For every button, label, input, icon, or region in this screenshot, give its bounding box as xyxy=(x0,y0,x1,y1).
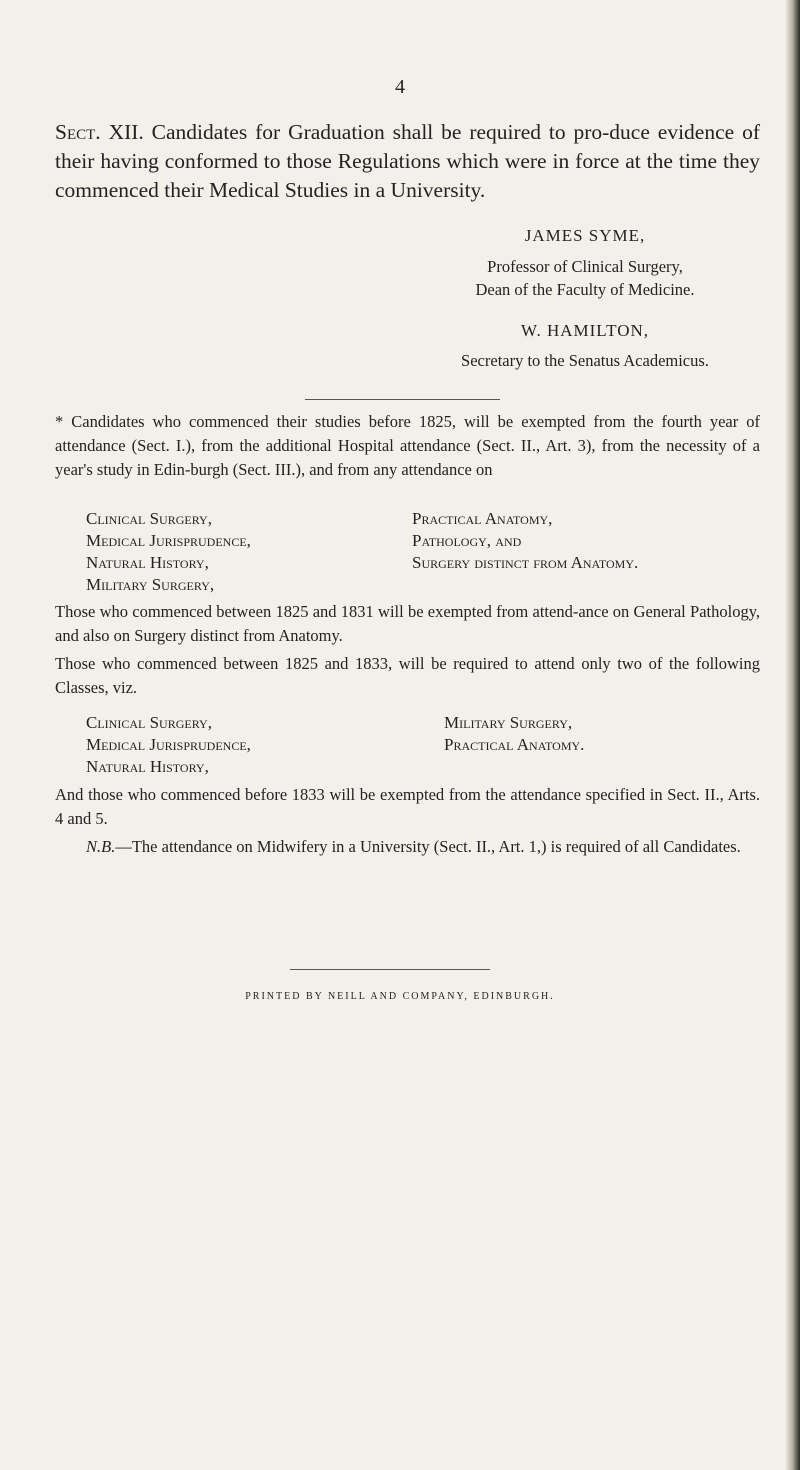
divider-rule xyxy=(305,399,500,400)
page-edge-shadow xyxy=(786,0,800,1470)
list-item: Military Surgery, xyxy=(86,575,215,594)
list-item: Surgery distinct from Anatomy. xyxy=(412,553,639,572)
nota-bene-paragraph xyxy=(86,835,751,859)
signatory-name: JAMES SYME, xyxy=(524,226,646,245)
section-label: Sect. xyxy=(55,120,101,144)
list-item: Medical Jurisprudence, xyxy=(86,531,251,550)
list-item: Clinical Surgery, xyxy=(86,713,212,732)
list-item: Practical Anatomy, xyxy=(412,509,553,528)
signatory-title: Dean of the Faculty of Medicine. xyxy=(475,280,695,299)
exempt-list-right xyxy=(412,508,638,574)
signatory-title: Secretary to the Senatus Academicus. xyxy=(461,351,709,370)
signatory-name: W. HAMILTON, xyxy=(520,321,650,340)
nb-text: —The attendance on Midwifery in a University (Sect. II., Art. 1,) is required of all Candidates. xyxy=(115,837,741,856)
list-item: Medical Jurisprudence, xyxy=(86,735,251,754)
page-number: 4 xyxy=(395,76,405,98)
list-item: Clinical Surgery, xyxy=(86,509,212,528)
paragraph-1825-1833: Those who commenced between 1825 and 1833, will be required to attend only two of the following Classes, viz. xyxy=(55,654,760,697)
nb-label: N.B. xyxy=(86,837,116,856)
signature-block-syme xyxy=(400,226,770,301)
signature-block-hamilton xyxy=(400,321,770,372)
classes-list-left xyxy=(86,712,251,778)
section-xii-text: XII. Candidates for Graduation shall be required to pro-duce evidence of their having conformed to those Regulations which were in force at the time they commenced their Medical Studies in a University. xyxy=(55,120,760,202)
signatory-title: Professor of Clinical Surgery, xyxy=(487,257,683,276)
section-xii-paragraph xyxy=(55,118,760,205)
divider-rule xyxy=(290,969,490,970)
list-item: Military Surgery, xyxy=(444,713,573,732)
paragraph-1825-1831: Those who commenced between 1825 and 1831 will be exempted from attend-ance on General Pathology, and also on Surgery distinct from Anatomy. xyxy=(55,602,760,645)
classes-list-right xyxy=(444,712,584,756)
list-item: Practical Anatomy. xyxy=(444,735,585,754)
exempt-list-left xyxy=(86,508,251,596)
printer-imprint: PRINTED BY NEILL AND COMPANY, EDINBURGH. xyxy=(245,991,555,1002)
list-item: Natural History, xyxy=(86,553,209,572)
list-item: Pathology, and xyxy=(412,531,522,550)
paragraph-before-1833: And those who commenced before 1833 will be exempted from the attendance specified in Sect. II., Arts. 4 and 5. xyxy=(55,785,760,828)
footnote-paragraph: * Candidates who commenced their studies before 1825, will be exempted from the fourth year of attendance (Sect. I.), from the additional Hospital attendance (Sect. II., Art. 3), from the necessity of a year's study in Edin-burgh (Sect. III.), and from any attendance on xyxy=(55,412,760,479)
list-item: Natural History, xyxy=(86,757,209,776)
